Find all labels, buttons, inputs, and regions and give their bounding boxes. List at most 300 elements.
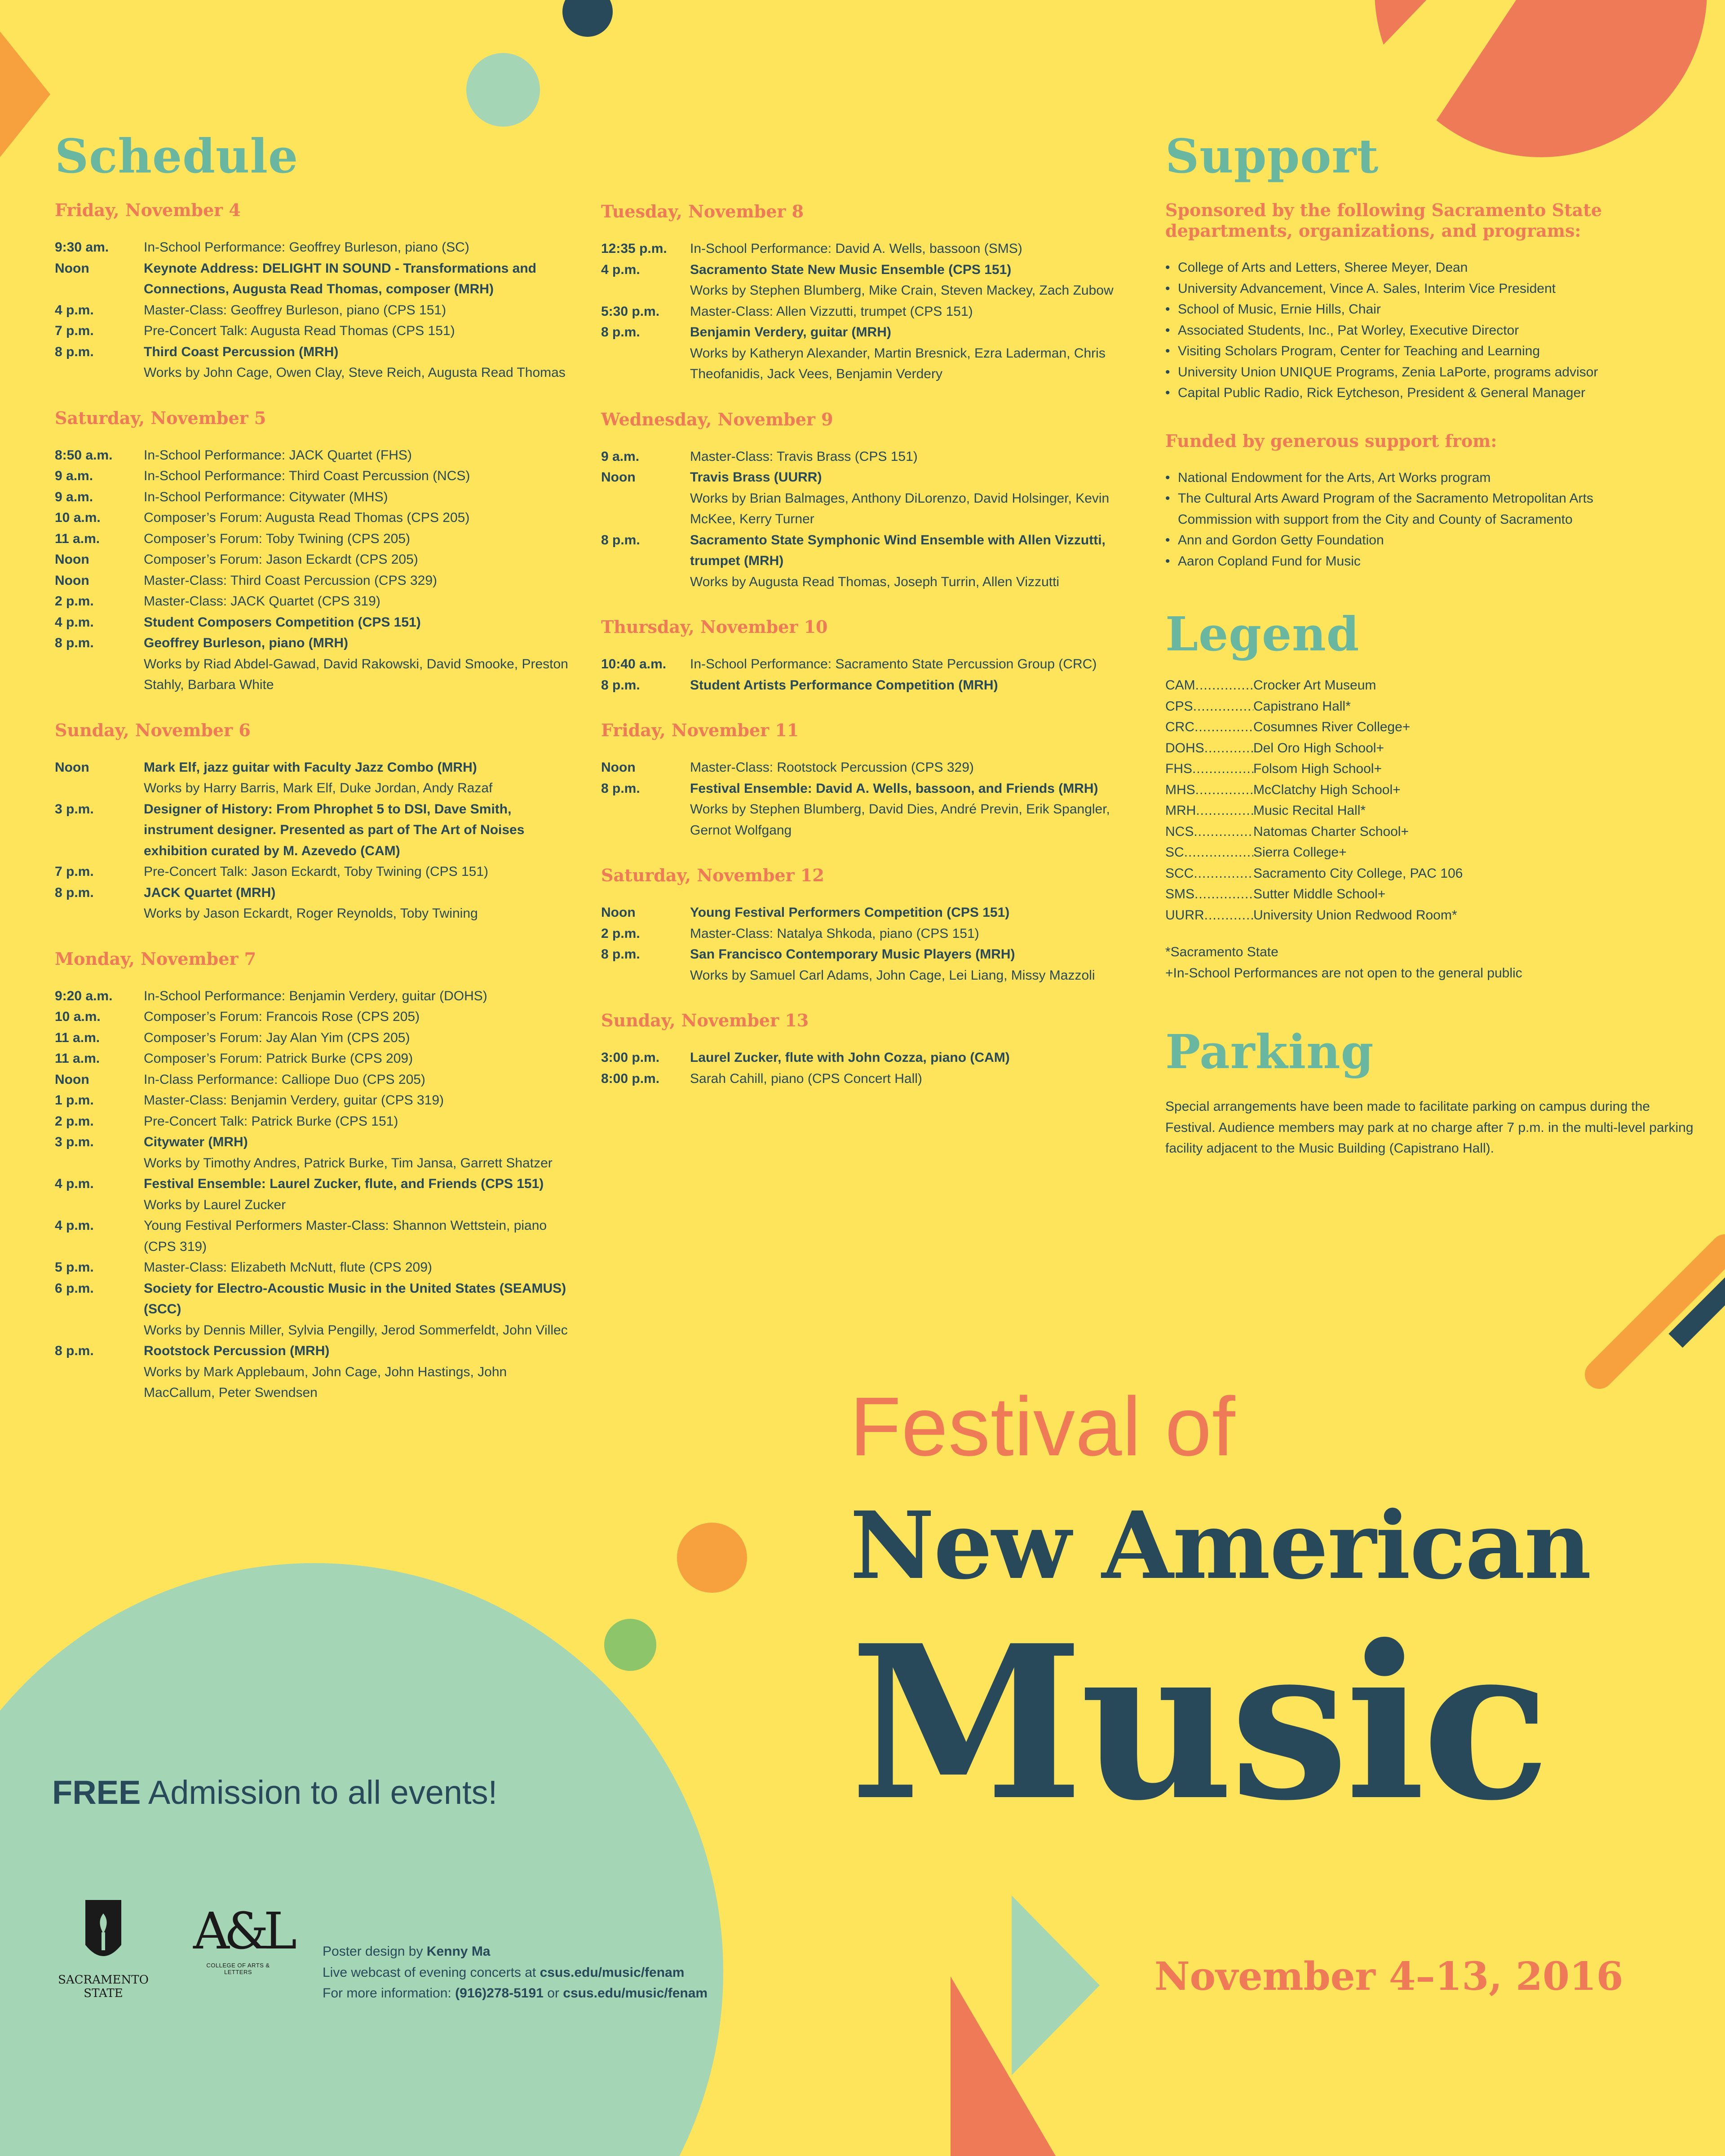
list-item: • The Cultural Arts Award Program of the Sacramento Metropolitan Arts Commission with support from the City and County of Sacramento <box>1165 488 1650 530</box>
event-details <box>144 1069 571 1091</box>
event-row <box>55 1069 571 1091</box>
event-row <box>55 1007 571 1028</box>
legend-abbr: SCC ..... <box>1165 863 1253 884</box>
list-item: • National Endowment for the Arts, Art Works program <box>1165 468 1650 489</box>
admission-line <box>52 1773 497 1811</box>
event-row <box>601 322 1118 385</box>
event-time: 9 a.m. <box>55 489 93 504</box>
event-title: Society for Electro-Acoustic Music in the United States (SEAMUS) (SCC) <box>144 1281 566 1317</box>
event-details <box>144 1174 571 1215</box>
legend-name: Sacramento City College, PAC 106 <box>1253 866 1463 881</box>
event-title: In-School Performance: Benjamin Verdery, guitar (DOHS) <box>144 988 487 1003</box>
event-time: 2 p.m. <box>601 926 640 941</box>
event-details <box>690 467 1118 530</box>
credits-phone[interactable]: (916)278-5191 <box>455 1986 544 2001</box>
event-row <box>601 1047 1118 1069</box>
event-time: 4 p.m. <box>55 1218 94 1233</box>
event-title: Laurel Zucker, flute with John Cozza, piano (CAM) <box>690 1050 1010 1065</box>
event-row <box>601 260 1118 301</box>
legend-name: University Union Redwood Room* <box>1253 907 1457 923</box>
event-title: Pre-Concert Talk: Augusta Read Thomas (CPS 151) <box>144 323 455 338</box>
event-row <box>601 778 1118 841</box>
legend-abbr: DOHS ..... <box>1165 738 1253 759</box>
event-details <box>144 1007 571 1028</box>
credits-info-link[interactable]: csus.edu/music/fenam <box>563 1986 708 2001</box>
legend-heading: Legend <box>1165 606 1360 662</box>
event-works: Works by Stephen Blumberg, David Dies, André Previn, Erik Spangler, Gernot Wolfgang <box>690 802 1110 838</box>
list-item: • University Advancement, Vince A. Sales, Interim Vice President <box>1165 278 1650 300</box>
legend-name: Capistrano Hall* <box>1253 698 1351 714</box>
event-details <box>144 487 571 508</box>
credits-info-label: For more information: <box>323 1986 456 2001</box>
support-section <box>1165 128 1650 599</box>
event-time: 10:40 a.m. <box>601 657 667 672</box>
list-item: • Associated Students, Inc., Pat Worley, Executive Director <box>1165 320 1650 341</box>
event-details <box>144 612 571 633</box>
event-works: Works by Mark Applebaum, John Cage, John Hastings, John MacCallum, Peter Swendsen <box>144 1364 507 1400</box>
event-time: 2 p.m. <box>55 594 94 609</box>
event-title: In-School Performance: Citywater (MHS) <box>144 489 388 504</box>
event-title: Sacramento State Symphonic Wind Ensemble with Allen Vizzutti, trumpet (MRH) <box>690 532 1106 568</box>
event-details <box>690 530 1118 593</box>
event-time: 8 p.m. <box>55 636 94 650</box>
event-title: Composer’s Forum: Toby Twining (CPS 205) <box>144 531 411 546</box>
legend-abbr: UURR ..... <box>1165 905 1253 926</box>
event-title: Master-Class: Allen Vizzutti, trumpet (CPS 151) <box>690 304 973 319</box>
legend-name: Music Recital Hall* <box>1253 803 1366 818</box>
event-time: 8 p.m. <box>601 532 640 548</box>
legend-row <box>1165 842 1650 863</box>
legend-abbr: SC ..... <box>1165 842 1253 863</box>
event-row <box>55 1341 571 1404</box>
day-block <box>601 409 1118 593</box>
sponsored-heading: Sponsored by the following Sacramento State departments, organizations, and programs: <box>1165 200 1602 241</box>
event-details <box>690 301 1118 323</box>
mint-triangle-shape <box>1012 1895 1100 2075</box>
event-row <box>55 799 571 862</box>
event-works: Works by Timothy Andres, Patrick Burke, Tim Jansa, Garrett Shatzer <box>144 1155 553 1171</box>
day-heading: Friday, November 4 <box>55 200 241 220</box>
event-details <box>690 923 1118 945</box>
event-works: Works by Samuel Carl Adams, John Cage, Lei Liang, Missy Mazzoli <box>690 968 1095 983</box>
event-details <box>690 1069 1118 1090</box>
event-details <box>144 986 571 1007</box>
event-time: 10 a.m. <box>55 1009 101 1024</box>
event-title: Travis Brass (UURR) <box>690 470 822 485</box>
event-details <box>144 342 571 384</box>
legend-list <box>1165 675 1650 926</box>
legend-abbr: CAM ..... <box>1165 675 1253 696</box>
event-details <box>690 1047 1118 1069</box>
event-details <box>144 1132 571 1174</box>
event-row <box>55 466 571 487</box>
legend-name: Natomas Charter School+ <box>1253 824 1409 839</box>
event-title: Pre-Concert Talk: Jason Eckardt, Toby Twining (CPS 151) <box>144 864 489 879</box>
event-row <box>601 239 1118 260</box>
event-title: In-School Performance: Sacramento State Percussion Group (CRC) <box>690 657 1097 672</box>
event-details <box>144 1028 571 1049</box>
legend-name: Cosumnes River College+ <box>1253 720 1411 734</box>
event-time: 8:00 p.m. <box>601 1071 660 1086</box>
event-time: 8 p.m. <box>55 1343 94 1358</box>
parking-section <box>1165 1024 1695 1159</box>
parking-text: Special arrangements have been made to facilitate parking on campus during the Festival. Audience members may park at no charge after 7 p.m. in the multi-level parking facility adjacent to the Music Building (Capistrano Hall). <box>1165 1099 1694 1156</box>
event-details <box>690 902 1118 923</box>
credits-designer: Kenny Ma <box>426 1944 491 1959</box>
list-item: • Visiting Scholars Program, Center for Teaching and Learning <box>1165 341 1650 362</box>
event-time: 11 a.m. <box>55 1051 100 1066</box>
event-details <box>144 508 571 529</box>
event-title: Young Festival Performers Competition (CPS 151) <box>690 905 1010 920</box>
event-title: JACK Quartet (MRH) <box>144 885 276 900</box>
event-time: 9:20 a.m. <box>55 988 113 1003</box>
event-title: Sarah Cahill, piano (CPS Concert Hall) <box>690 1071 922 1086</box>
day-block <box>601 720 1118 841</box>
parking-heading: Parking <box>1165 1024 1374 1079</box>
list-item: • Ann and Gordon Getty Foundation <box>1165 530 1650 551</box>
legend-abbr: MHS ..... <box>1165 780 1253 801</box>
event-row <box>55 342 571 384</box>
event-details <box>144 633 571 696</box>
legend-abbr: FHS ..... <box>1165 759 1253 780</box>
event-row <box>55 757 571 799</box>
day-block <box>601 617 1118 696</box>
event-time: 5:30 p.m. <box>601 304 660 319</box>
event-row <box>601 757 1118 778</box>
legend-abbr: SMS ..... <box>1165 884 1253 905</box>
credits-webcast-link[interactable]: csus.edu/music/fenam <box>540 1965 685 1980</box>
event-title: Master-Class: Travis Brass (CPS 151) <box>690 449 918 464</box>
event-row <box>55 487 571 508</box>
event-title: Composer’s Forum: Patrick Burke (CPS 209) <box>144 1051 413 1066</box>
event-row <box>55 883 571 924</box>
event-time: Noon <box>55 760 89 775</box>
list-item: • Capital Public Radio, Rick Eytcheson, President & General Manager <box>1165 383 1650 404</box>
legend-abbr: MRH ..... <box>1165 800 1253 822</box>
event-title: Master-Class: Natalya Shkoda, piano (CPS 151) <box>690 926 979 941</box>
festival-title-line1: Festival of <box>850 1380 1236 1473</box>
event-time: 7 p.m. <box>55 323 94 338</box>
event-title: Student Composers Competition (CPS 151) <box>144 614 421 630</box>
event-row <box>601 675 1118 696</box>
event-title: In-School Performance: JACK Quartet (FHS) <box>144 447 412 463</box>
event-details <box>690 778 1118 841</box>
day-block <box>55 720 571 924</box>
event-row <box>55 1028 571 1049</box>
legend-row <box>1165 863 1650 884</box>
event-row <box>55 1278 571 1341</box>
day-block <box>55 200 571 384</box>
legend-row <box>1165 696 1650 717</box>
day-block <box>55 408 571 696</box>
day-block <box>55 949 571 1404</box>
event-row <box>55 508 571 529</box>
event-details <box>144 883 571 924</box>
event-row <box>55 445 571 466</box>
event-time: 8 p.m. <box>601 677 640 693</box>
event-details <box>144 237 571 258</box>
day-heading: Sunday, November 6 <box>55 720 251 740</box>
event-details <box>144 445 571 466</box>
event-time: 3 p.m. <box>55 1135 94 1149</box>
event-row <box>601 902 1118 923</box>
event-title: Geoffrey Burleson, piano (MRH) <box>144 636 349 650</box>
event-title: Mark Elf, jazz guitar with Faculty Jazz Combo (MRH) <box>144 760 477 775</box>
schedule-column-1 <box>55 128 571 1428</box>
event-row <box>55 1257 571 1278</box>
event-title: Benjamin Verdery, guitar (MRH) <box>690 325 891 340</box>
legend-name: Del Oro High School+ <box>1253 740 1384 755</box>
event-time: 11 a.m. <box>55 531 100 546</box>
event-row <box>601 446 1118 468</box>
event-details <box>144 862 571 883</box>
event-row <box>601 923 1118 945</box>
event-details <box>144 529 571 550</box>
legend-row <box>1165 738 1650 759</box>
day-heading: Wednesday, November 9 <box>601 409 833 429</box>
legend-name: Crocker Art Museum <box>1253 678 1376 693</box>
event-title: Rootstock Percussion (MRH) <box>144 1343 330 1358</box>
event-details <box>144 1048 571 1069</box>
event-row <box>601 467 1118 530</box>
event-row <box>55 633 571 696</box>
day-heading: Saturday, November 5 <box>55 407 266 428</box>
sacramento-state-wordmark-line2: STATE <box>84 1987 123 2000</box>
event-row <box>601 530 1118 593</box>
list-item: • College of Arts and Letters, Sheree Meyer, Dean <box>1165 257 1650 278</box>
event-title: Composer’s Forum: Jay Alan Yim (CPS 205) <box>144 1030 410 1045</box>
event-title: Master-Class: Rootstock Percussion (CPS 329) <box>690 760 974 775</box>
event-works: Works by Stephen Blumberg, Mike Crain, Steven Mackey, Zach Zubow <box>690 283 1114 298</box>
event-time: Noon <box>601 905 636 920</box>
event-title: Student Artists Performance Competition (MRH) <box>690 677 998 693</box>
event-time: Noon <box>601 470 636 485</box>
event-row <box>55 591 571 612</box>
event-details <box>144 1278 571 1341</box>
schedule-heading: Schedule <box>55 128 299 184</box>
event-row <box>55 529 571 550</box>
event-title: Master-Class: Geoffrey Burleson, piano (CPS 151) <box>144 302 447 318</box>
event-time: 9 a.m. <box>55 468 93 483</box>
event-time: 12:35 p.m. <box>601 241 667 256</box>
event-works: Works by Dennis Miller, Sylvia Pengilly, Jerod Sommerfeldt, John Villec <box>144 1322 568 1338</box>
event-title: In-School Performance: Geoffrey Burleson, piano (SC) <box>144 240 469 255</box>
day-block <box>601 1010 1118 1089</box>
event-row <box>55 237 571 258</box>
event-details <box>690 675 1118 696</box>
credits-webcast-label: Live webcast of evening concerts at <box>323 1965 540 1980</box>
event-row <box>601 1069 1118 1090</box>
legend-section <box>1165 606 1650 984</box>
event-details <box>144 549 571 570</box>
event-title: Keynote Address: DELIGHT IN SOUND - Transformations and Connections, Augusta Read Thomas, composer (MRH) <box>144 261 536 296</box>
legend-name: McClatchy High School+ <box>1253 782 1401 797</box>
day-heading: Tuesday, November 8 <box>601 201 804 221</box>
legend-name: Sutter Middle School+ <box>1253 887 1386 901</box>
event-title: In-School Performance: David A. Wells, bassoon (SMS) <box>690 241 1022 256</box>
event-works: Works by Brian Balmages, Anthony DiLorenzo, David Holsinger, Kevin McKee, Kerry Turner <box>690 490 1110 526</box>
event-title: Designer of History: From Phrophet 5 to DSI, Dave Smith, instrument designer. Presented as part of The Art of Noises exhibition curated by M. Azevedo (CAM) <box>144 801 525 858</box>
sacramento-state-logo <box>49 1900 157 2000</box>
event-title: Festival Ensemble: Laurel Zucker, flute, and Friends (CPS 151) <box>144 1176 544 1191</box>
schedule-days-col2 <box>601 201 1118 1089</box>
event-details <box>144 1215 571 1257</box>
orange-dot-shape <box>677 1523 747 1593</box>
legend-abbr: NCS ..... <box>1165 822 1253 843</box>
arts-letters-logo <box>193 1902 292 1975</box>
event-details <box>690 654 1118 675</box>
event-row <box>55 1132 571 1174</box>
event-details <box>144 300 571 321</box>
credits-design-line <box>323 1941 708 1962</box>
event-time: 8 p.m. <box>601 781 640 796</box>
event-row <box>55 570 571 592</box>
event-details <box>690 446 1118 468</box>
event-time: 10 a.m. <box>55 510 101 525</box>
event-row <box>55 1048 571 1069</box>
event-row <box>55 1215 571 1257</box>
event-row <box>55 862 571 883</box>
event-details <box>144 591 571 612</box>
event-title: Composer’s Forum: Jason Eckardt (CPS 205) <box>144 552 418 567</box>
event-title: Pre-Concert Talk: Patrick Burke (CPS 151) <box>144 1113 398 1129</box>
admission-text: Admission to all events! <box>141 1774 498 1811</box>
event-time: 8 p.m. <box>601 325 640 340</box>
list-item: • University Union UNIQUE Programs, Zenia LaPorte, programs advisor <box>1165 362 1650 383</box>
legend-row <box>1165 822 1650 843</box>
event-row <box>601 944 1118 986</box>
event-details <box>144 1090 571 1111</box>
credits-info-line <box>323 1983 708 2004</box>
event-title: In-Class Performance: Calliope Duo (CPS 205) <box>144 1072 425 1087</box>
event-time: 4 p.m. <box>55 1176 94 1191</box>
legend-abbr: CPS ..... <box>1165 696 1253 717</box>
event-works: Works by Katheryn Alexander, Martin Bresnick, Ezra Laderman, Chris Theofanidis, Jack Vees, Benjamin Verdery <box>690 345 1106 381</box>
event-details <box>144 258 571 300</box>
event-works: Works by John Cage, Owen Clay, Steve Reich, Augusta Read Thomas <box>144 365 566 380</box>
legend-row <box>1165 905 1650 926</box>
day-block <box>601 201 1118 385</box>
event-title: Composer’s Forum: Francois Rose (CPS 205) <box>144 1009 420 1024</box>
event-details <box>144 321 571 342</box>
event-details <box>144 1257 571 1278</box>
funded-heading: Funded by generous support from: <box>1165 430 1497 451</box>
event-details <box>690 944 1118 986</box>
event-details <box>144 466 571 487</box>
festival-title-line2: New American <box>850 1491 1591 1600</box>
event-time: 2 p.m. <box>55 1113 94 1129</box>
legend-name: Sierra College+ <box>1253 845 1347 860</box>
event-details <box>144 1341 571 1404</box>
event-time: 8 p.m. <box>601 947 640 962</box>
legend-abbr: CRC ..... <box>1165 717 1253 738</box>
event-title: Composer’s Forum: Augusta Read Thomas (CPS 205) <box>144 510 470 525</box>
legend-name: Folsom High School+ <box>1253 761 1382 776</box>
event-row <box>55 321 571 342</box>
arts-letters-mark: A&L <box>193 1902 292 1961</box>
event-row <box>55 1174 571 1215</box>
funders-list <box>1165 468 1650 572</box>
event-time: Noon <box>55 573 89 588</box>
arts-letters-caption: COLLEGE OF ARTS & LETTERS <box>206 1962 270 1975</box>
event-works: Works by Augusta Read Thomas, Joseph Turrin, Allen Vizzutti <box>690 574 1060 589</box>
event-time: 8 p.m. <box>55 885 94 900</box>
legend-row <box>1165 884 1650 905</box>
day-heading: Friday, November 11 <box>601 720 799 740</box>
event-title: In-School Performance: Third Coast Percussion (NCS) <box>144 468 470 483</box>
event-title: Sacramento State New Music Ensemble (CPS 151) <box>690 262 1012 277</box>
event-title: Master-Class: JACK Quartet (CPS 319) <box>144 594 380 609</box>
event-details <box>690 239 1118 260</box>
event-title: Master-Class: Elizabeth McNutt, flute (CPS 209) <box>144 1260 432 1275</box>
event-row <box>601 654 1118 675</box>
day-heading: Thursday, November 10 <box>601 617 828 637</box>
legend-row <box>1165 780 1650 801</box>
sacramento-state-wordmark-line1: SACRAMENTO <box>58 1973 149 1987</box>
green-dot-shape <box>604 1619 656 1671</box>
event-time: Noon <box>55 1072 89 1087</box>
event-row <box>55 1111 571 1132</box>
schedule-days-col1 <box>55 200 571 1404</box>
mint-dot-shape <box>466 53 540 127</box>
sponsors-list <box>1165 257 1650 404</box>
event-row <box>55 549 571 570</box>
event-details <box>690 757 1118 778</box>
event-title: Master-Class: Third Coast Percussion (CPS 329) <box>144 573 437 588</box>
event-title: Young Festival Performers Master-Class: Shannon Wettstein, piano (CPS 319) <box>144 1218 547 1254</box>
event-row <box>55 258 571 300</box>
event-time: 3:00 p.m. <box>601 1050 660 1065</box>
day-heading: Saturday, November 12 <box>601 865 824 885</box>
event-time: Noon <box>601 760 636 775</box>
legend-row <box>1165 717 1650 738</box>
event-time: 5 p.m. <box>55 1260 94 1275</box>
list-item: • School of Music, Ernie Hills, Chair <box>1165 299 1650 320</box>
event-details <box>144 1111 571 1132</box>
credits-design-label: Poster design by <box>323 1944 427 1959</box>
event-time: Noon <box>55 552 89 567</box>
event-title: San Francisco Contemporary Music Players (MRH) <box>690 947 1015 962</box>
event-time: 6 p.m. <box>55 1281 94 1296</box>
schedule-column-2 <box>601 201 1118 1113</box>
event-works: Works by Laurel Zucker <box>144 1197 286 1212</box>
legend-note-sacstate: *Sacramento State <box>1165 945 1278 959</box>
event-time: 8:50 a.m. <box>55 447 113 463</box>
navy-dot-shape <box>562 0 613 37</box>
credits-webcast-line <box>323 1962 708 1984</box>
event-details <box>144 570 571 592</box>
event-title: Master-Class: Benjamin Verdery, guitar (CPS 319) <box>144 1093 444 1108</box>
legend-row <box>1165 759 1650 780</box>
sacramento-state-torch-icon <box>81 1900 126 1967</box>
day-heading: Monday, November 7 <box>55 948 257 969</box>
support-heading: Support <box>1165 128 1379 184</box>
orange-triangle-shape <box>0 31 50 157</box>
credits-block <box>323 1941 708 2004</box>
event-time: 4 p.m. <box>55 614 94 630</box>
event-row <box>55 300 571 321</box>
festival-dates: November 4–13, 2016 <box>1154 1954 1623 1999</box>
event-time: 11 a.m. <box>55 1030 100 1045</box>
event-row <box>55 1090 571 1111</box>
legend-row <box>1165 800 1650 822</box>
list-item: • Aaron Copland Fund for Music <box>1165 551 1650 572</box>
event-time: 1 p.m. <box>55 1093 94 1108</box>
event-time: 9 a.m. <box>601 449 640 464</box>
event-time: 7 p.m. <box>55 864 94 879</box>
credits-or: or <box>543 1986 563 2001</box>
event-details <box>690 322 1118 385</box>
